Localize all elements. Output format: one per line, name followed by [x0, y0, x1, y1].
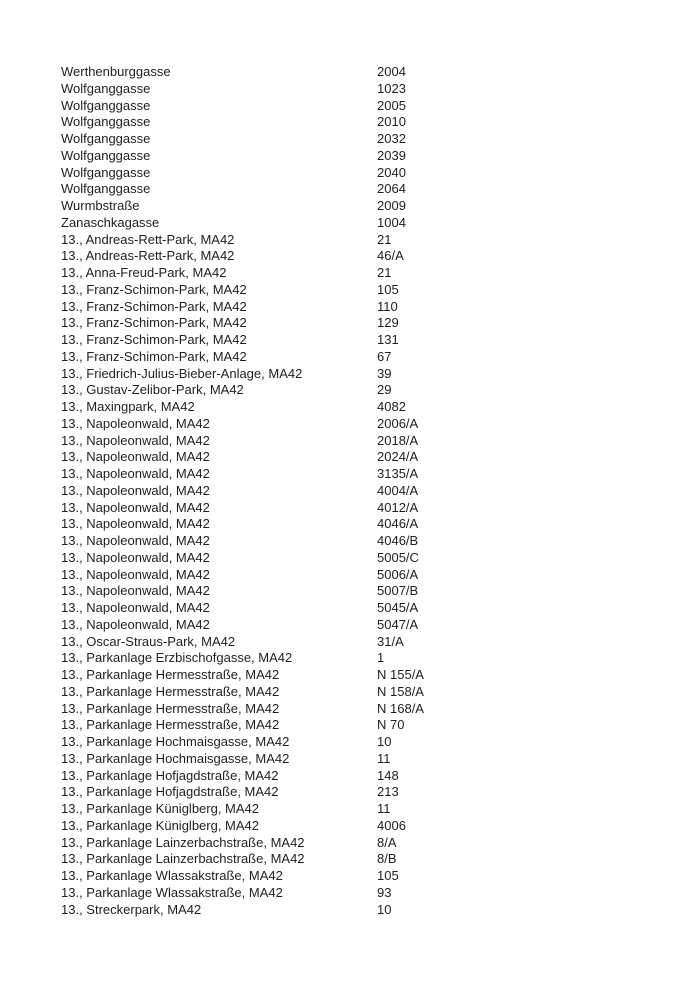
location-number: 2006/A [377, 415, 419, 431]
table-row [61, 751, 661, 768]
location-number: 129 [377, 315, 399, 331]
location-number: 11 [377, 750, 391, 766]
location-number: 5047/A [377, 616, 419, 632]
table-row [61, 550, 661, 567]
location-name: 13., Parkanlage Hofjagdstraße, MA42 [61, 767, 279, 783]
location-name: Wurmbstraße [61, 198, 140, 213]
location-name: 13., Parkanlage Wlassakstraße, MA42 [61, 884, 283, 900]
table-row [61, 868, 661, 885]
location-name: 13., Napoleonwald, MA42 [61, 449, 210, 465]
table-row [61, 165, 661, 182]
table-row [61, 282, 661, 299]
location-number: 21 [377, 231, 392, 247]
location-name: 13., Napoleonwald, MA42 [61, 466, 210, 481]
table-row [61, 198, 661, 215]
location-number: 110 [377, 298, 398, 314]
location-name: 13., Parkanlage Hofjagdstraße, MA42 [61, 784, 279, 800]
location-number: 93 [377, 884, 392, 900]
table-row [61, 466, 661, 483]
table-row [61, 98, 661, 115]
location-name: Wolfganggasse [61, 97, 151, 113]
location-number: 10 [377, 734, 392, 749]
location-number: 4046/A [377, 516, 419, 532]
location-name: 13., Parkanlage Hermesstraße, MA42 [61, 717, 280, 733]
table-row [61, 366, 661, 383]
table-row [61, 667, 661, 684]
location-name: 13., Maxingpark, MA42 [61, 399, 195, 414]
table-row [61, 567, 661, 584]
location-name: 13., Napoleonwald, MA42 [61, 566, 210, 582]
table-row [61, 818, 661, 835]
table-row [61, 701, 661, 718]
location-number: 2024/A [377, 449, 419, 465]
location-number: N 70 [377, 717, 405, 733]
table-row [61, 148, 661, 165]
location-name: 13., Napoleonwald, MA42 [61, 415, 210, 431]
table-row [61, 265, 661, 282]
location-name: 13., Oscar-Straus-Park, MA42 [61, 633, 236, 649]
location-number: N 158/A [377, 683, 424, 699]
table-row [61, 349, 661, 366]
location-number: 5005/C [377, 549, 419, 565]
table-row [61, 232, 661, 249]
table-row [61, 500, 661, 517]
table-row [61, 64, 661, 81]
location-name: 13., Parkanlage Erzbischofgasse, MA42 [61, 650, 293, 666]
location-number: 1004 [377, 214, 406, 230]
location-name: Wolfganggasse [61, 114, 151, 130]
location-name: 13., Parkanlage Lainzerbachstraße, MA42 [61, 834, 305, 850]
location-name: Zanaschkagasse [61, 214, 160, 230]
location-number: 105 [377, 868, 399, 883]
location-name: 13., Friedrich-Julius-Bieber-Anlage, MA42 [61, 365, 303, 381]
location-number: 213 [377, 784, 399, 800]
location-name: 13., Napoleonwald, MA42 [61, 482, 210, 498]
location-number: 1 [377, 650, 385, 666]
location-number: 5006/A [377, 566, 419, 582]
location-name: 13., Napoleonwald, MA42 [61, 616, 210, 632]
table-row [61, 885, 661, 902]
location-number: 29 [377, 382, 392, 398]
table-row [61, 114, 661, 131]
location-number: 105 [377, 281, 399, 297]
location-number: 3135/A [377, 466, 419, 481]
location-number: 131 [377, 332, 399, 347]
location-name: 13., Napoleonwald, MA42 [61, 516, 210, 532]
table-row [61, 684, 661, 701]
table-row [61, 768, 661, 785]
location-number: N 155/A [377, 667, 424, 682]
location-name: 13., Napoleonwald, MA42 [61, 432, 210, 448]
table-row [61, 634, 661, 651]
location-name: 13., Napoleonwald, MA42 [61, 549, 210, 565]
table-row [61, 717, 661, 734]
location-number: 4082 [377, 399, 406, 414]
table-row [61, 835, 661, 852]
table-row [61, 583, 661, 600]
location-number: 2009 [377, 198, 406, 213]
table-row [61, 315, 661, 332]
table-row [61, 851, 661, 868]
location-number: 31/A [377, 633, 404, 649]
table-row [61, 600, 661, 617]
location-name: 13., Franz-Schimon-Park, MA42 [61, 281, 247, 297]
location-number: 4046/B [377, 533, 419, 548]
location-name: 13., Andreas-Rett-Park, MA42 [61, 231, 235, 247]
location-name: 13., Parkanlage Hermesstraße, MA42 [61, 667, 280, 682]
location-number: 10 [377, 901, 392, 917]
location-name: Wolfganggasse [61, 147, 151, 163]
location-number: 67 [377, 348, 392, 364]
location-name: 13., Napoleonwald, MA42 [61, 583, 210, 599]
location-number: 5045/A [377, 600, 419, 615]
location-name: Wolfganggasse [61, 131, 151, 146]
location-number: 2018/A [377, 432, 419, 448]
location-number: 11 [377, 801, 391, 816]
location-number: 8/A [377, 834, 397, 850]
table-row [61, 332, 661, 349]
table-row [61, 617, 661, 634]
location-name: 13., Napoleonwald, MA42 [61, 499, 210, 515]
location-number: 4006 [377, 817, 406, 833]
location-number: 1023 [377, 80, 406, 96]
table-row [61, 650, 661, 667]
table-row [61, 734, 661, 751]
location-name: 13., Parkanlage Küniglberg, MA42 [61, 801, 260, 816]
location-name: 13., Gustav-Zelibor-Park, MA42 [61, 382, 244, 398]
location-name: 13., Parkanlage Hochmaisgasse, MA42 [61, 750, 290, 766]
location-number: 2040 [377, 164, 406, 180]
location-name: 13., Streckerpark, MA42 [61, 901, 202, 917]
location-name: 13., Napoleonwald, MA42 [61, 533, 210, 548]
location-name: 13., Parkanlage Wlassakstraße, MA42 [61, 868, 283, 883]
location-number: N 168/A [377, 700, 424, 716]
location-number: 46/A [377, 248, 404, 264]
location-name: 13., Anna-Freud-Park, MA42 [61, 265, 227, 280]
location-name: 13., Parkanlage Hermesstraße, MA42 [61, 683, 280, 699]
location-number: 2039 [377, 147, 406, 163]
location-number: 148 [377, 767, 399, 783]
location-name: 13., Franz-Schimon-Park, MA42 [61, 298, 247, 314]
table-row [61, 399, 661, 416]
table-row [61, 181, 661, 198]
location-name: 13., Napoleonwald, MA42 [61, 600, 210, 615]
table-row [61, 131, 661, 148]
location-number: 5007/B [377, 583, 419, 599]
location-number: 4012/A [377, 499, 419, 515]
location-name: 13., Parkanlage Lainzerbachstraße, MA42 [61, 851, 305, 867]
location-name: 13., Andreas-Rett-Park, MA42 [61, 248, 235, 264]
table-row [61, 483, 661, 500]
location-name: 13., Franz-Schimon-Park, MA42 [61, 348, 247, 364]
location-number: 2005 [377, 97, 406, 113]
location-number: 8/B [377, 851, 397, 867]
location-name: Wolfganggasse [61, 181, 151, 197]
location-name: 13., Franz-Schimon-Park, MA42 [61, 315, 247, 331]
table-row [61, 299, 661, 316]
table-row [61, 801, 661, 818]
location-number: 2064 [377, 181, 406, 197]
location-number: 4004/A [377, 482, 419, 498]
location-name: 13., Parkanlage Hochmaisgasse, MA42 [61, 734, 290, 749]
table-row [61, 416, 661, 433]
table-row [61, 81, 661, 98]
location-list [61, 64, 661, 918]
table-row [61, 248, 661, 265]
location-number: 39 [377, 365, 392, 381]
table-row [61, 215, 661, 232]
table-row [61, 516, 661, 533]
location-name: 13., Parkanlage Küniglberg, MA42 [61, 817, 260, 833]
location-name: Werthenburggasse [61, 64, 171, 79]
table-row [61, 433, 661, 450]
location-number: 2010 [377, 114, 406, 130]
table-row [61, 533, 661, 550]
location-name: Wolfganggasse [61, 80, 151, 96]
location-name: 13., Parkanlage Hermesstraße, MA42 [61, 700, 280, 716]
location-number: 2004 [377, 64, 406, 79]
location-name: Wolfganggasse [61, 164, 151, 180]
location-name: 13., Franz-Schimon-Park, MA42 [61, 332, 247, 347]
table-row [61, 382, 661, 399]
table-row [61, 784, 661, 801]
table-row [61, 449, 661, 466]
table-row [61, 902, 661, 919]
location-number: 2032 [377, 131, 406, 146]
location-number: 21 [377, 265, 392, 280]
